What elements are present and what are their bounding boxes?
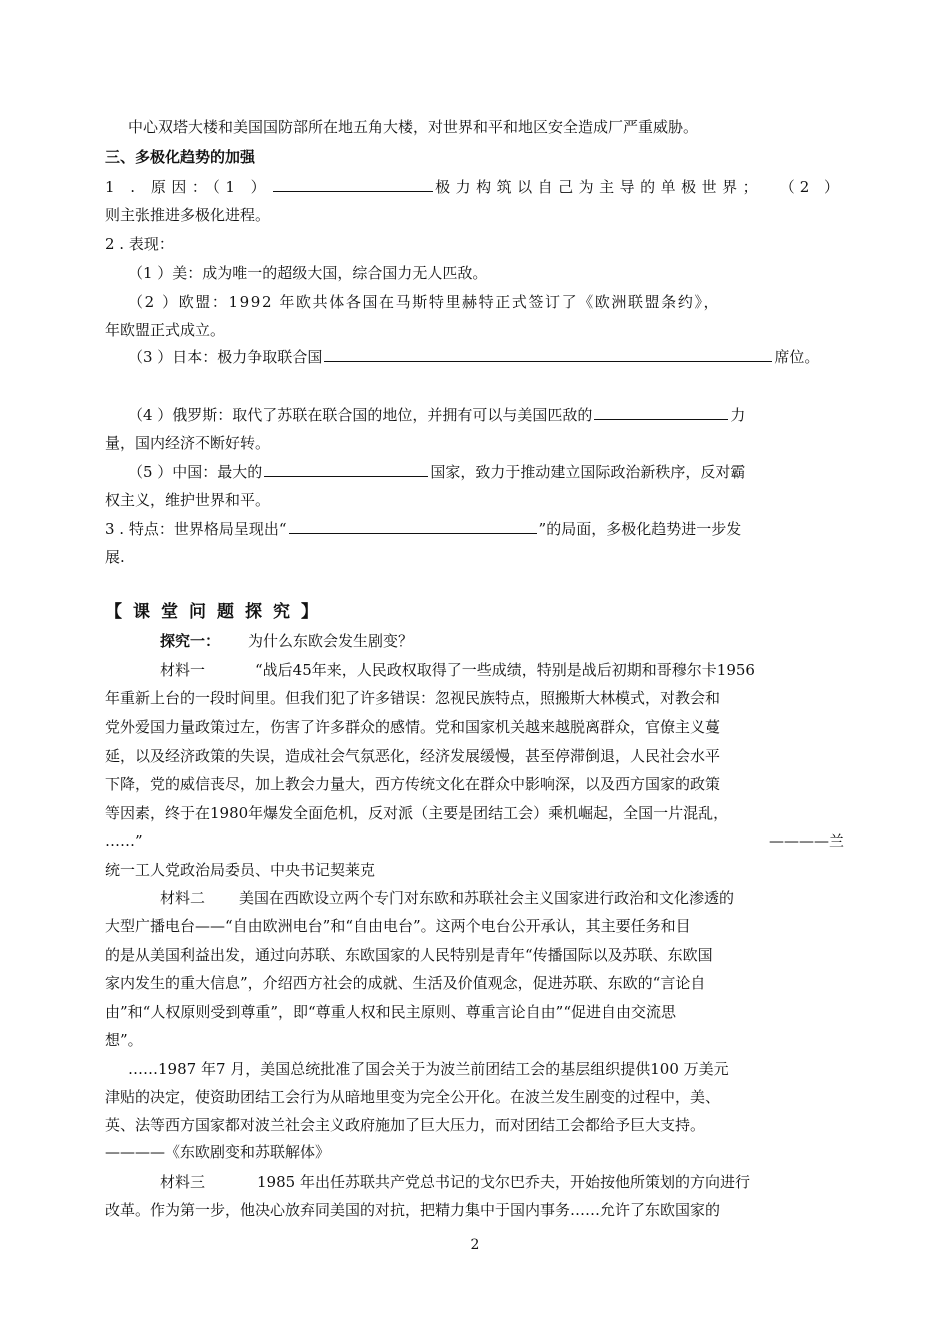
material-3-line: 改革。作为第一步，他决心放弃同美国的对抗，把精力集中于国内事务……允许了东欧国家的: [105, 1201, 721, 1219]
material-2-text: 美国在西欧设立两个专门对东欧和苏联社会主义国家进行政治和文化渗透的: [239, 889, 735, 907]
material-2b-source: ————《东欧剧变和苏联解体》: [105, 1143, 331, 1161]
feature-cont: 展.: [105, 548, 125, 566]
material-1-first-line: [160, 660, 755, 680]
performance-china: [128, 462, 745, 482]
russia-tail: 力: [730, 406, 746, 424]
performance-us: （1 ）美：成为唯一的超级大国，综合国力无人匹敌。: [128, 264, 488, 282]
material-3-first-line: [160, 1172, 750, 1192]
continuation-text: 中心双塔大楼和美国国防部所在地五角大楼，对世界和平和地区安全造成厂严重威胁。: [128, 118, 699, 136]
cause-label: 1 . 原因：（1 ）: [105, 178, 272, 196]
material-1-line: 党外爱国力量政策过左，伤害了许多群众的感情。党和国家机关越来越脱离群众，官僚主义蔓: [105, 718, 721, 736]
material-2-first-line: [160, 888, 734, 908]
material-2b-line: 津贴的决定，使资助团结工会行为从暗地里变为完全公开化。在波兰发生剧变的过程中，美、: [105, 1088, 721, 1106]
answer-blank-3[interactable]: [594, 405, 728, 420]
material-3-text: 1985 年出任苏联共产党总书记的戈尔巴乔夫，开始按他所策划的方向进行: [257, 1173, 750, 1191]
performance-russia-cont: 量，国内经济不断好转。: [105, 434, 271, 452]
performance-heading: 2 . 表现：: [105, 235, 174, 253]
material-2-line: 大型广播电台——“自由欧洲电台”和“自由电台”。这两个电台公开承认，其主要任务和目: [105, 917, 691, 935]
material-3-label: 材料三: [160, 1173, 206, 1191]
performance-eu: （2 ）欧盟：1992 年欧共体各国在马斯特里赫特正式签订了《欧洲联盟条约》，: [128, 293, 721, 311]
feature-tail: ”的局面，多极化趋势进一步发: [538, 520, 742, 538]
answer-blank-1[interactable]: [273, 177, 433, 192]
cause-item-2: （2 ）: [779, 178, 844, 196]
russia-text: （4 ）俄罗斯：取代了苏联在联合国的地位，并拥有可以与美国匹敌的: [128, 406, 593, 424]
material-1-line: ……”: [105, 832, 143, 850]
question-text: 为什么东欧会发生剧变？: [248, 632, 414, 650]
material-1-line: 等因素，终于在1980年爆发全面危机，反对派（主要是团结工会）乘机崛起，全国一片混乱，: [105, 804, 729, 822]
material-1-text: “战后45年来，人民政权取得了一些成绩，特别是战后初期和哥穆尔卡1956: [255, 661, 755, 679]
china-text: （5 ）中国：最大的: [128, 463, 263, 481]
performance-china-cont: 权主义，维护世界和平。: [105, 491, 271, 509]
china-tail: 国家，致力于推动建立国际政治新秩序，反对霸: [430, 463, 746, 481]
performance-eu-cont: 年欧盟正式成立。: [105, 321, 226, 339]
japan-tail: 席位。: [774, 348, 820, 366]
material-2b-line: ……1987 年7 月，美国总统批准了国会关于为波兰前团结工会的基层组织提供100 万美元: [128, 1060, 729, 1078]
performance-russia: [128, 405, 745, 425]
material-1-source-cont: 统一工人党政治局委员、中央书记契莱克: [105, 861, 376, 879]
performance-japan: [128, 347, 819, 367]
cause-text: 极力构筑以自己为主导的单极世界；: [435, 178, 764, 196]
cause-line-1: [105, 177, 763, 197]
material-1-source: ————兰: [768, 832, 844, 850]
material-1-line: 年重新上台的一段时间里。但我们犯了许多错误：忽视民族特点，照搬斯大林模式，对教会和: [105, 689, 721, 707]
answer-blank-5[interactable]: [289, 519, 537, 534]
section-heading: 三、多极化趋势的加强: [105, 148, 256, 166]
material-2-label: 材料二: [160, 889, 206, 907]
page-number: 2: [470, 1237, 480, 1253]
inquiry-question-1: [160, 631, 413, 651]
material-1-label: 材料一: [160, 661, 206, 679]
material-2-line: 家内发生的重大信息”，介绍西方社会的成就、生活及价值观念，促进苏联、东欧的“言论自: [105, 974, 706, 992]
material-2-line: 想”。: [105, 1031, 143, 1049]
japan-text: （3 ）日本：极力争取联合国: [128, 348, 323, 366]
material-2b-line: 英、法等西方国家都对波兰社会主义政府施加了巨大压力，而对团结工会都给予巨大支持。: [105, 1116, 706, 1134]
answer-blank-2[interactable]: [324, 347, 772, 362]
cause-line-2: 则主张推进多极化进程。: [105, 206, 271, 224]
feature-line: [105, 519, 741, 539]
feature-text: 3 . 特点：世界格局呈现出“: [105, 520, 287, 538]
inquiry-heading: 【课堂问题探究】: [105, 602, 329, 622]
material-1-line: 延，以及经济政策的失误，造成社会气氛恶化，经济发展缓慢，甚至停滞倒退，人民社会水平: [105, 747, 721, 765]
question-label: 探究一：: [160, 632, 221, 650]
answer-blank-4[interactable]: [264, 462, 428, 477]
material-1-line: 下降，党的威信丧尽，加上教会力量大，西方传统文化在群众中影响深，以及西方国家的政策: [105, 775, 721, 793]
material-2-line: 的是从美国利益出发，通过向苏联、东欧国家的人民特别是青年“传播国际以及苏联、东欧国: [105, 946, 713, 964]
material-2-line: 由”和“人权原则受到尊重”，即“尊重人权和民主原则、尊重言论自由”“促进自由交流思: [105, 1003, 677, 1021]
